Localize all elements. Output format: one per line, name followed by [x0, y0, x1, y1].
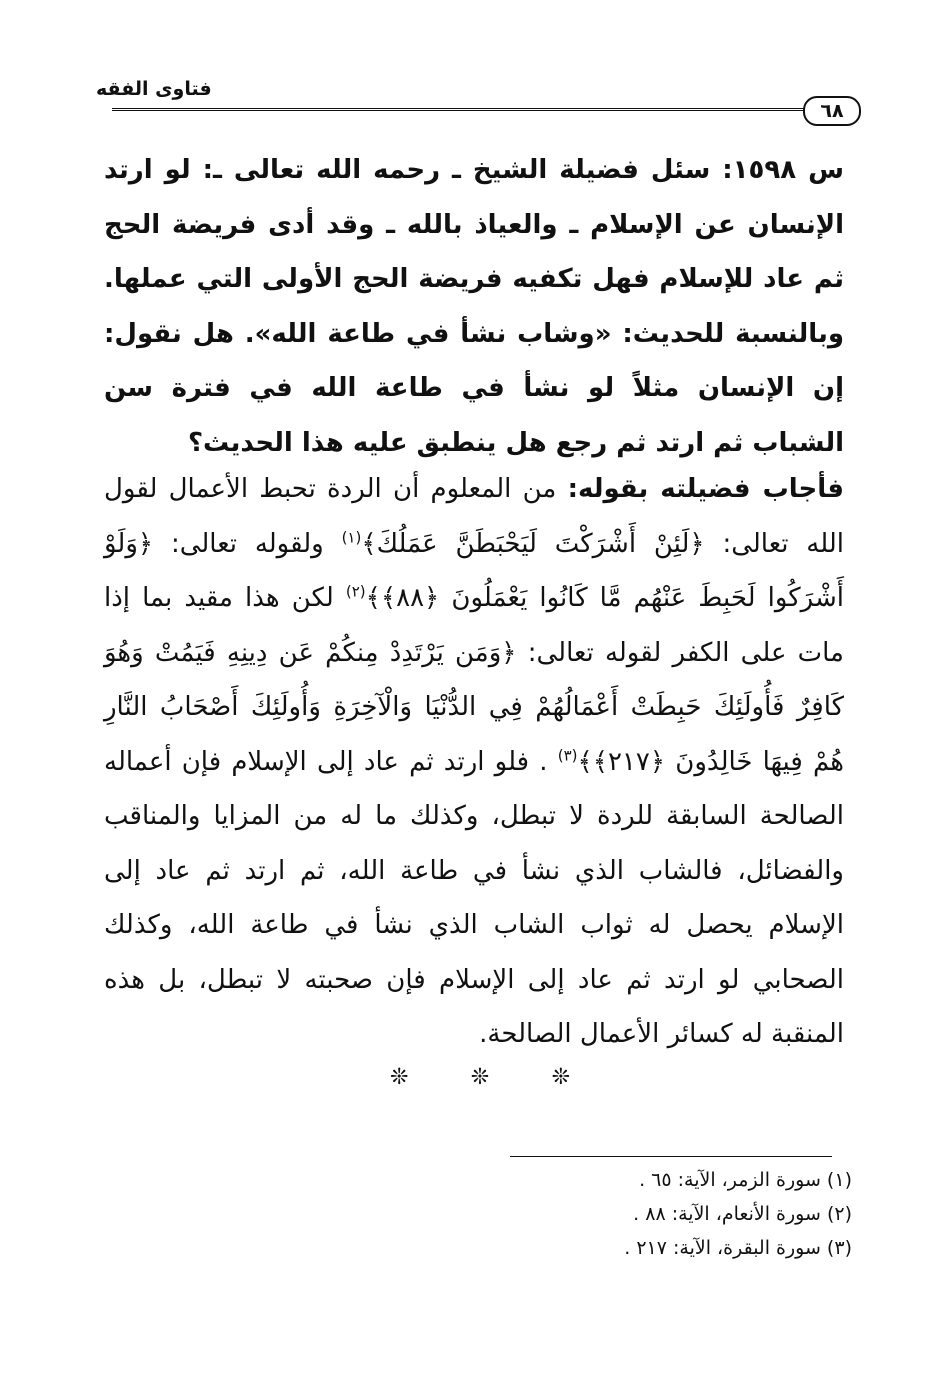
footnote-rule: [510, 1156, 832, 1157]
footnote-3: (٣) سورة البقرة، الآية: ٢١٧ .: [624, 1237, 852, 1259]
question-paragraph: [104, 143, 844, 470]
footnotes: [480, 1163, 852, 1265]
footnote-ref-1: (١): [341, 527, 362, 546]
answer-text-3: لكن هذا مقيد بما إذا مات على الكفر لقوله تعالى: ﴿وَمَن يَرْتَدِدْ مِنكُمْ عَن دِينِهِ فَيَمُتْ وَهُوَ كَافِرٌ فَأُولَئِكَ حَبِطَتْ أَعْمَالُهُمْ فِي الدُّنْيَا وَالْآخِرَةِ وَأُولَئِكَ أَصْحَابُ النَّارِ هُمْ فِيهَا خَالِدُونَ ﴿٢١٧﴾﴾: [104, 583, 845, 777]
question-label: س ١٥٩٨:: [722, 155, 844, 185]
answer-text-1: من المعلوم أن الردة تحبط الأعمال لقول الله تعالى: ﴿لَئِنْ أَشْرَكْتَ لَيَحْبَطَنَّ عَمَلُكَ﴾: [104, 474, 844, 559]
answer-label: فأجاب فضيلته بقوله:: [567, 474, 844, 504]
answer-text-2: ولقوله تعالى: ﴿وَلَوْ أَشْرَكُوا لَحَبِطَ عَنْهُم مَّا كَانُوا يَعْمَلُونَ ﴿٨٨﴾﴾: [104, 528, 845, 613]
footnote-ref-2: (٢): [345, 582, 366, 601]
separator-star-icon: ❊: [390, 1065, 409, 1090]
footnote-2: (٢) سورة الأنعام، الآية: ٨٨ .: [633, 1203, 852, 1225]
header-rule: [112, 108, 830, 111]
running-header-title: فتاوى الفقه: [96, 78, 212, 100]
page-number: ٦٨: [803, 96, 861, 126]
footnote-1: (١) سورة الزمر، الآية: ٦٥ .: [639, 1169, 852, 1191]
answer-text-4: . فلو ارتد ثم عاد إلى الإسلام فإن أعماله الصالحة السابقة للردة لا تبطل، وكذلك ما له من المزايا والمناقب والفضائل، فالشاب الذي نشأ في طاعة الله، ثم ارتد ثم عاد إلى الإسلام يحصل له ثواب الشاب الذي نشأ في طاعة الله، وكذلك الصحابي لو ارتد ثم عاد إلى الإسلام فإن صحبته لا تبطل، بل هذه المنقبة له كسائر الأعمال الصالحة.: [104, 746, 844, 1049]
answer-paragraph: [104, 462, 844, 1062]
section-separator: [390, 1065, 570, 1090]
separator-star-icon: ❊: [470, 1065, 490, 1090]
footnote-ref-3: (٣): [557, 745, 578, 764]
separator-star-icon: ❊: [551, 1065, 570, 1090]
question-text: سئل فضيلة الشيخ ـ رحمه الله تعالى ـ: لو ارتد الإنسان عن الإسلام ـ والعياذ بالله ـ وقد أدى فريضة الحج ثم عاد للإسلام فهل تكفيه فريضة الحج الأولى التي عملها. وبالنسبة للحديث: «وشاب نشأ في طاعة الله». هل نقول: إن الإنسان مثلاً لو نشأ في طاعة الله في فترة سن الشباب ثم ارتد ثم رجع هل ينطبق عليه هذا الحديث؟: [104, 155, 844, 458]
